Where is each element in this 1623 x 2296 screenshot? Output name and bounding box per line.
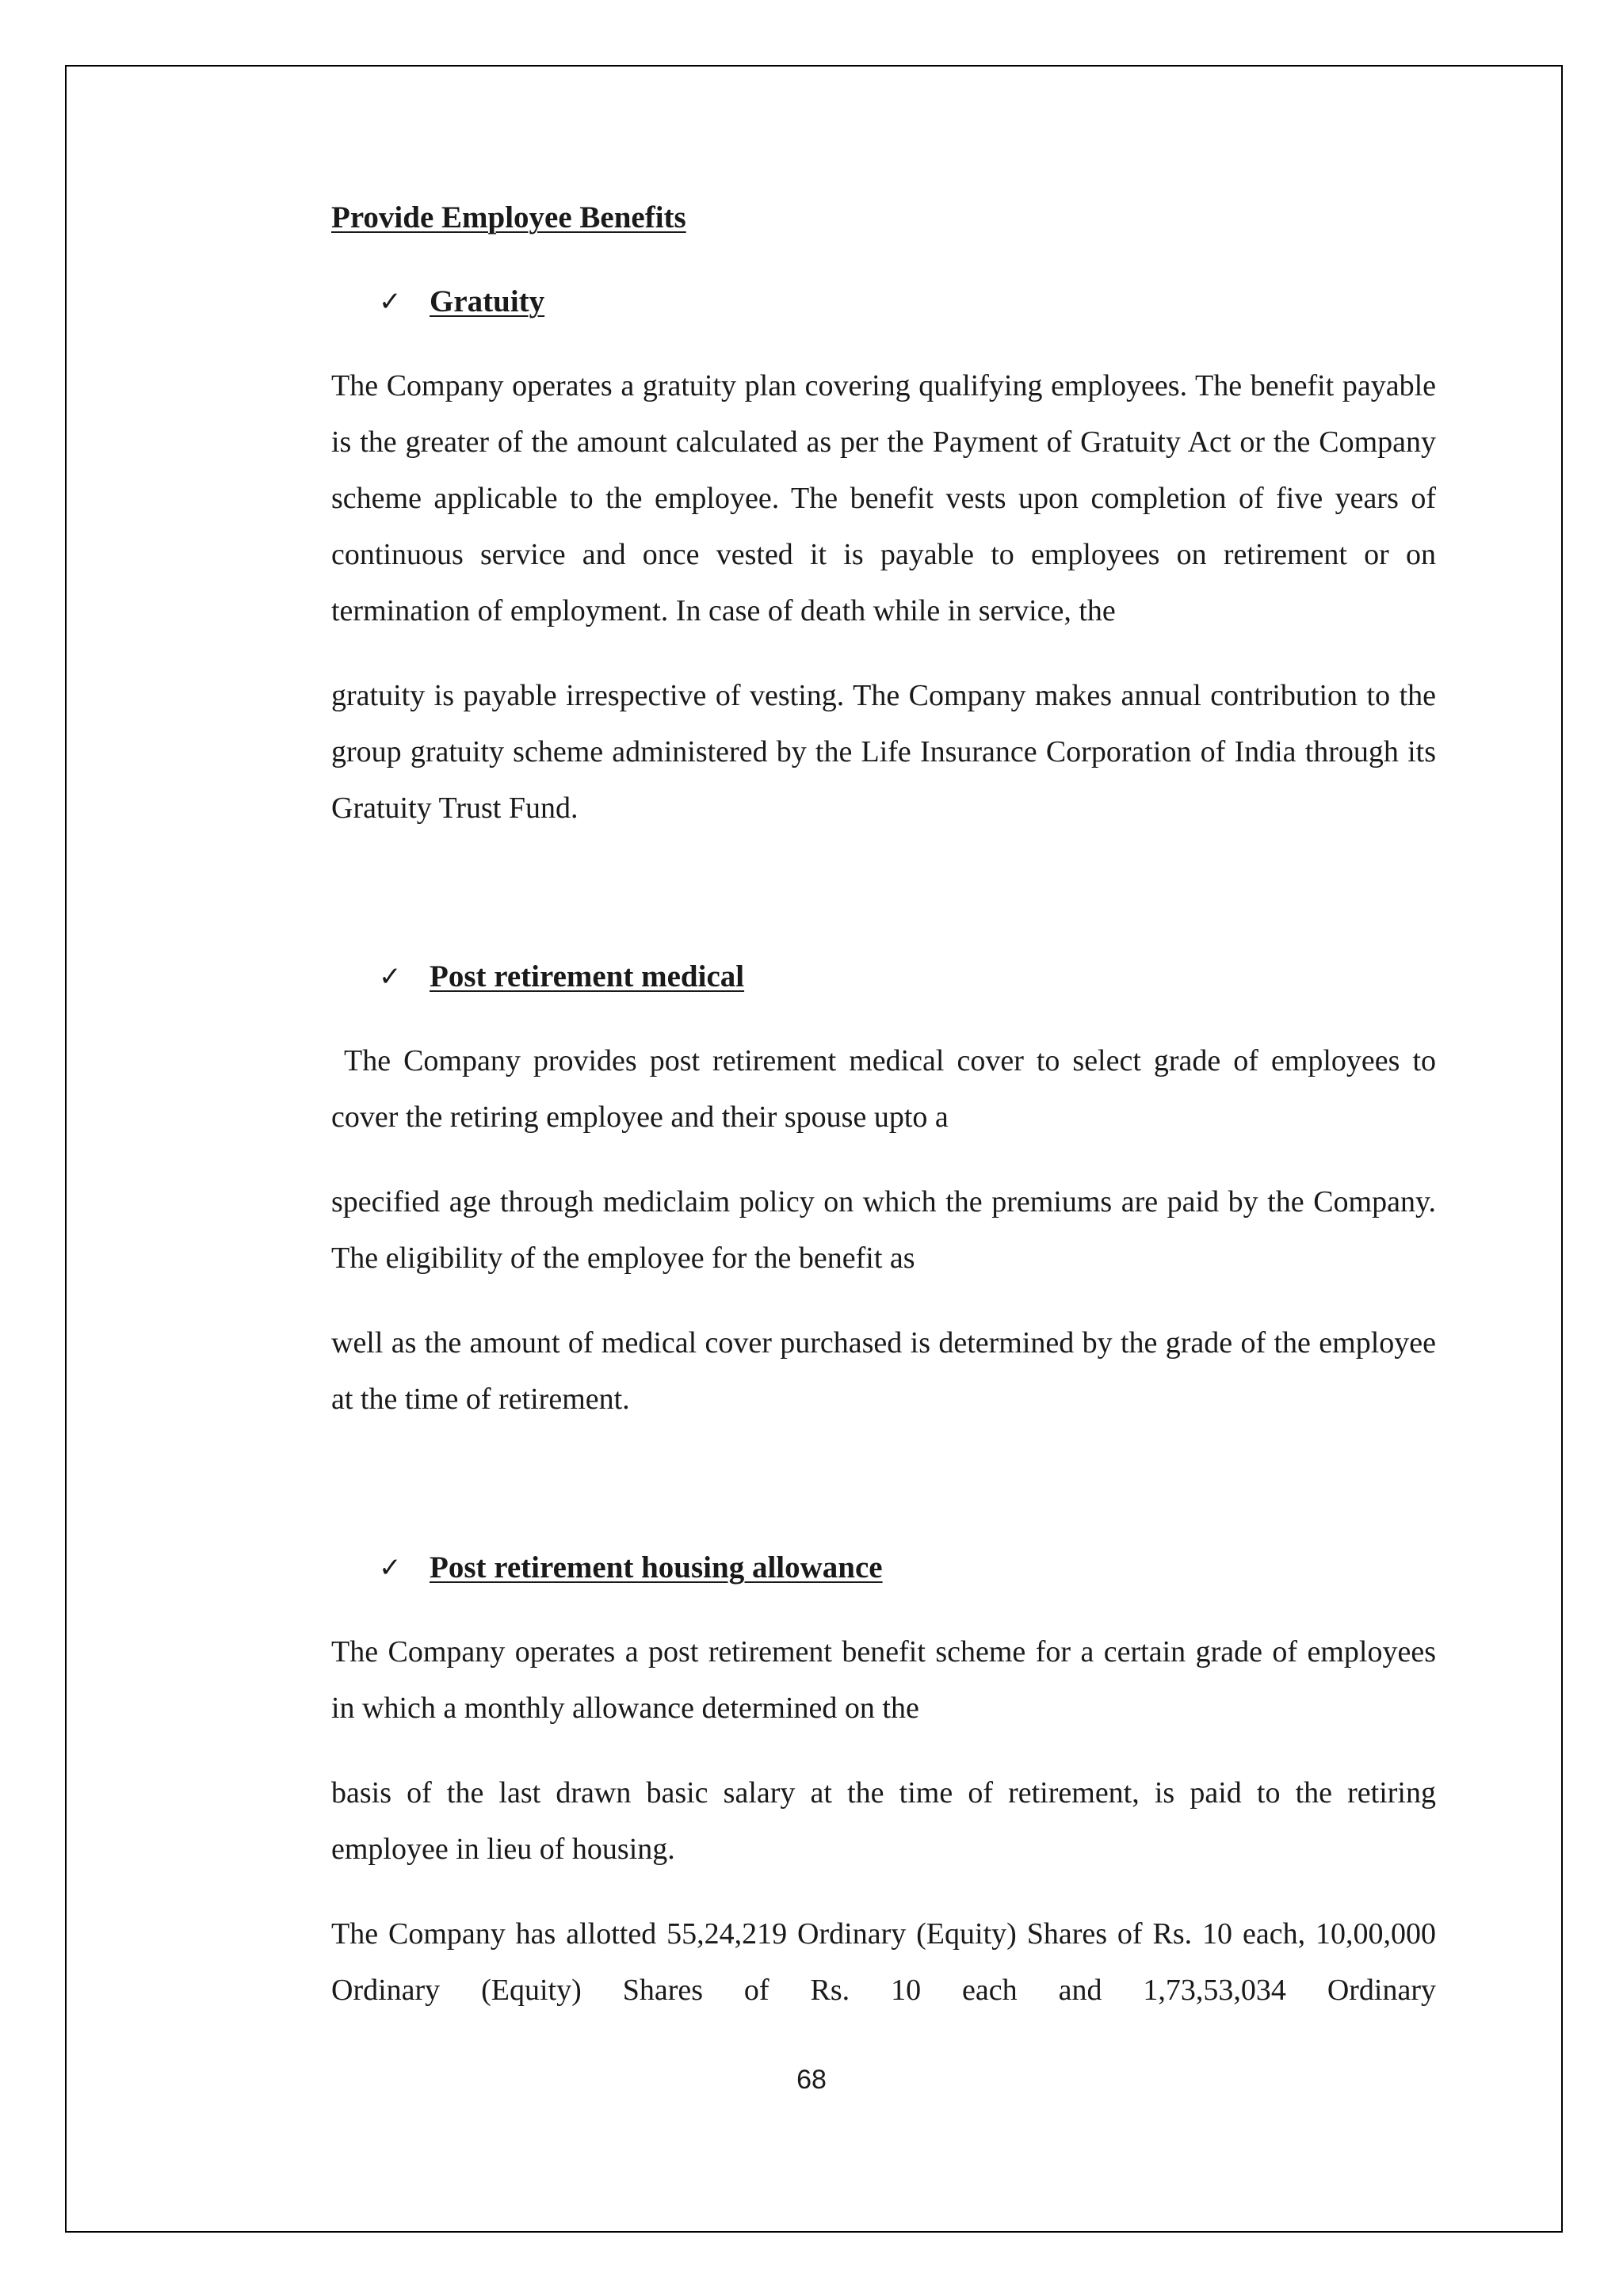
housing-paragraph-3: The Company has allotted 55,24,219 Ordinary (Equity) Shares of Rs. 10 each, 10,00,000 Ordinary (Equity) Shares of Rs. 10 each and 1,73,53,034 Ordinary xyxy=(331,1917,1436,2007)
medical-heading-label: Post retirement medical xyxy=(430,959,745,994)
document-body xyxy=(331,190,1444,2019)
checkmark-icon: ✓ xyxy=(379,1552,402,1584)
page-title: Provide Employee Benefits xyxy=(331,200,686,235)
medical-paragraph-1: The Company provides post retirement medical cover to select grade of employees to cover the retiring employee and their spouse upto a xyxy=(331,1044,1444,1134)
housing-paragraph-2: basis of the last drawn basic salary at the time of retirement, is paid to the retiring employee in lieu of housing. xyxy=(331,1776,1436,1866)
housing-heading xyxy=(379,1540,1436,1596)
housing-heading-label: Post retirement housing allowance xyxy=(430,1550,883,1585)
medical-paragraph-3: well as the amount of medical cover purchased is determined by the grade of the employee at the time of retirement. xyxy=(331,1326,1436,1416)
checkmark-icon: ✓ xyxy=(379,286,402,318)
page-number: 68 xyxy=(796,2065,827,2095)
gratuity-heading-label: Gratuity xyxy=(430,284,545,318)
gratuity-paragraph-1: The Company operates a gratuity plan covering qualifying employees. The benefit payable is the greater of the amount calculated as per the Payment of Gratuity Act or the Company scheme applicable to the employee. The benefit vests upon completion of five years of continuous service and once vested it is payable to employees on retirement or on termination of employment. In case of death while in service, the xyxy=(331,369,1436,627)
gratuity-paragraph-2: gratuity is payable irrespective of vesting. The Company makes annual contribution to the group gratuity scheme administered by the Life Insurance Corporation of India through its Gratuity Trust Fund. xyxy=(331,679,1436,825)
gratuity-heading xyxy=(379,274,1436,330)
medical-heading xyxy=(379,949,1436,1005)
medical-paragraph-2: specified age through mediclaim policy on which the premiums are paid by the Company. The eligibility of the employee for the benefit as xyxy=(331,1185,1436,1275)
housing-paragraph-1: The Company operates a post retirement benefit scheme for a certain grade of employees in which a monthly allowance determined on the xyxy=(331,1635,1436,1725)
checkmark-icon: ✓ xyxy=(379,961,402,993)
